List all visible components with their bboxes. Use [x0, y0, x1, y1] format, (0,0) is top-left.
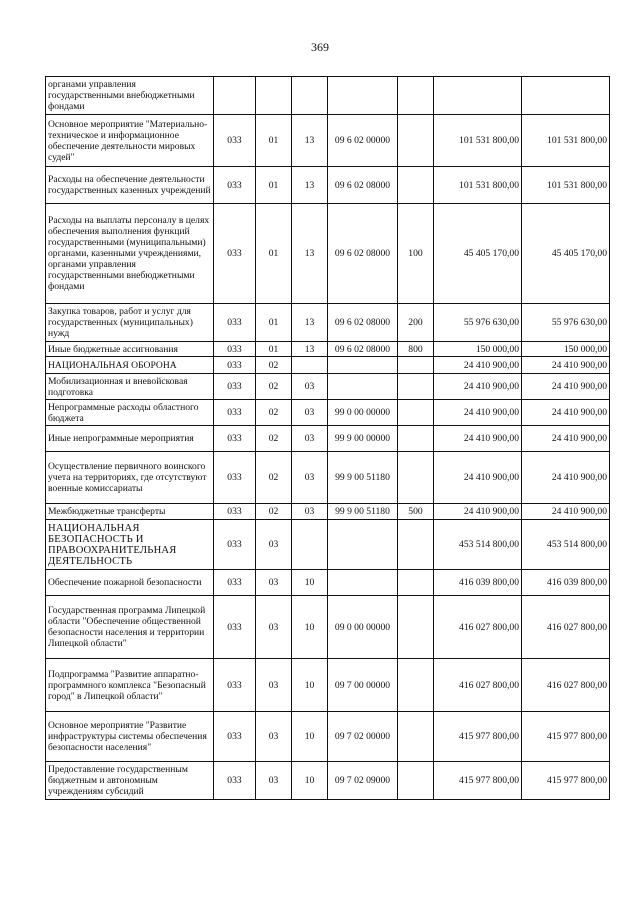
- cell-target-item: 09 6 02 08000: [328, 204, 398, 304]
- cell-name: Межбюджетные трансферты: [46, 504, 214, 520]
- cell-target-item: 99 9 00 51180: [328, 452, 398, 504]
- cell-grbs: 033: [214, 400, 256, 426]
- table-row: [46, 167, 610, 204]
- cell-grbs: 033: [214, 167, 256, 204]
- cell-section: 02: [256, 357, 292, 374]
- cell-grbs: [214, 77, 256, 115]
- cell-section: 01: [256, 167, 292, 204]
- cell-grbs: 033: [214, 520, 256, 570]
- cell-amount-2: 415 977 800,00: [522, 762, 610, 800]
- cell-target-item: [328, 570, 398, 596]
- cell-expense-type: [398, 452, 434, 504]
- cell-name: Подпрограмма "Развитие аппаратно-программного комплекса "Безопасный город" в Липецкой области": [46, 659, 214, 712]
- cell-subsection: 13: [292, 342, 328, 357]
- cell-grbs: 033: [214, 452, 256, 504]
- cell-amount-1: 24 410 900,00: [434, 504, 522, 520]
- table-row: [46, 374, 610, 400]
- cell-amount-2: 24 410 900,00: [522, 504, 610, 520]
- cell-amount-1: 415 977 800,00: [434, 712, 522, 762]
- cell-subsection: [292, 520, 328, 570]
- cell-grbs: 033: [214, 304, 256, 342]
- cell-target-item: 09 0 00 00000: [328, 596, 398, 659]
- cell-expense-type: [398, 426, 434, 452]
- cell-target-item: [328, 520, 398, 570]
- cell-expense-type: [398, 374, 434, 400]
- cell-name: Иные бюджетные ассигнования: [46, 342, 214, 357]
- cell-name: Расходы на обеспечение деятельности государственных казенных учреждений: [46, 167, 214, 204]
- cell-name: Обеспечение пожарной безопасности: [46, 570, 214, 596]
- cell-amount-1: 101 531 800,00: [434, 167, 522, 204]
- cell-amount-1: 150 000,00: [434, 342, 522, 357]
- cell-name: Осуществление первичного воинского учета на территориях, где отсутствуют военные комиссариаты: [46, 452, 214, 504]
- cell-amount-2: 453 514 800,00: [522, 520, 610, 570]
- cell-amount-2: 416 027 800,00: [522, 659, 610, 712]
- cell-target-item: 09 6 02 08000: [328, 342, 398, 357]
- cell-target-item: 09 6 02 08000: [328, 304, 398, 342]
- cell-subsection: 03: [292, 504, 328, 520]
- cell-grbs: 033: [214, 374, 256, 400]
- cell-grbs: 033: [214, 570, 256, 596]
- cell-expense-type: 200: [398, 304, 434, 342]
- cell-amount-2: 415 977 800,00: [522, 712, 610, 762]
- cell-target-item: 09 6 02 00000: [328, 115, 398, 167]
- cell-amount-2: 24 410 900,00: [522, 426, 610, 452]
- cell-section: 01: [256, 304, 292, 342]
- cell-amount-1: 24 410 900,00: [434, 400, 522, 426]
- cell-amount-1: [434, 77, 522, 115]
- cell-subsection: 13: [292, 204, 328, 304]
- cell-subsection: 10: [292, 712, 328, 762]
- cell-subsection: [292, 357, 328, 374]
- cell-subsection: 10: [292, 570, 328, 596]
- cell-name: Расходы на выплаты персоналу в целях обеспечения выполнения функций государственными (муниципальными) органами, казенными учреждениями, органами управления государственными внебюджетными фондами: [46, 204, 214, 304]
- cell-section: 01: [256, 115, 292, 167]
- cell-target-item: 09 7 00 00000: [328, 659, 398, 712]
- table-row: [46, 452, 610, 504]
- cell-amount-1: 24 410 900,00: [434, 357, 522, 374]
- cell-amount-2: 55 976 630,00: [522, 304, 610, 342]
- cell-grbs: 033: [214, 659, 256, 712]
- cell-grbs: 033: [214, 762, 256, 800]
- cell-subsection: 03: [292, 452, 328, 504]
- cell-expense-type: [398, 400, 434, 426]
- cell-section: 03: [256, 762, 292, 800]
- budget-table: [45, 76, 610, 800]
- table-row: [46, 596, 610, 659]
- cell-grbs: 033: [214, 504, 256, 520]
- cell-amount-2: [522, 77, 610, 115]
- table-row: [46, 115, 610, 167]
- cell-name: Государственная программа Липецкой области "Обеспечение общественной безопасности населения и территории Липецкой области": [46, 596, 214, 659]
- cell-section: 02: [256, 374, 292, 400]
- cell-expense-type: [398, 167, 434, 204]
- cell-expense-type: [398, 520, 434, 570]
- table-row: [46, 77, 610, 115]
- cell-target-item: 99 0 00 00000: [328, 400, 398, 426]
- cell-target-item: 09 7 02 09000: [328, 762, 398, 800]
- table-row: [46, 712, 610, 762]
- cell-grbs: 033: [214, 357, 256, 374]
- cell-expense-type: [398, 596, 434, 659]
- cell-expense-type: [398, 712, 434, 762]
- cell-grbs: 033: [214, 426, 256, 452]
- cell-target-item: [328, 357, 398, 374]
- table-row: [46, 520, 610, 570]
- cell-amount-1: 101 531 800,00: [434, 115, 522, 167]
- cell-expense-type: [398, 659, 434, 712]
- table-row: [46, 426, 610, 452]
- cell-name: Непрограммные расходы областного бюджета: [46, 400, 214, 426]
- cell-amount-1: 453 514 800,00: [434, 520, 522, 570]
- cell-name: органами управления государственными внебюджетными фондами: [46, 77, 214, 115]
- cell-section: [256, 77, 292, 115]
- cell-amount-1: 24 410 900,00: [434, 374, 522, 400]
- cell-name: Закупка товаров, работ и услуг для государственных (муниципальных) нужд: [46, 304, 214, 342]
- cell-amount-2: 150 000,00: [522, 342, 610, 357]
- cell-subsection: [292, 77, 328, 115]
- cell-expense-type: 500: [398, 504, 434, 520]
- cell-target-item: [328, 77, 398, 115]
- cell-target-item: 99 9 00 00000: [328, 426, 398, 452]
- cell-amount-1: 24 410 900,00: [434, 452, 522, 504]
- cell-expense-type: [398, 570, 434, 596]
- cell-expense-type: 100: [398, 204, 434, 304]
- cell-amount-2: 24 410 900,00: [522, 400, 610, 426]
- cell-name: Основное мероприятие "Материально-техническое и информационное обеспечение деятельности мировых судей": [46, 115, 214, 167]
- cell-name: Основное мероприятие "Развитие инфраструктуры системы обеспечения безопасности населения": [46, 712, 214, 762]
- cell-expense-type: [398, 77, 434, 115]
- cell-section: 01: [256, 342, 292, 357]
- cell-target-item: 99 9 00 51180: [328, 504, 398, 520]
- table-row: [46, 204, 610, 304]
- cell-subsection: 13: [292, 115, 328, 167]
- cell-amount-2: 24 410 900,00: [522, 374, 610, 400]
- cell-amount-2: 101 531 800,00: [522, 167, 610, 204]
- page-number: 369: [311, 40, 329, 54]
- cell-amount-2: 24 410 900,00: [522, 357, 610, 374]
- cell-subsection: 10: [292, 762, 328, 800]
- cell-subsection: 10: [292, 596, 328, 659]
- table-row: [46, 357, 610, 374]
- cell-section: 02: [256, 504, 292, 520]
- cell-subsection: 03: [292, 374, 328, 400]
- table-row: [46, 304, 610, 342]
- cell-amount-2: 24 410 900,00: [522, 452, 610, 504]
- cell-expense-type: [398, 115, 434, 167]
- cell-expense-type: [398, 357, 434, 374]
- cell-amount-2: 101 531 800,00: [522, 115, 610, 167]
- table-body: [46, 77, 610, 800]
- table-row: [46, 659, 610, 712]
- table-row: [46, 762, 610, 800]
- cell-grbs: 033: [214, 596, 256, 659]
- cell-section: 03: [256, 659, 292, 712]
- cell-expense-type: 800: [398, 342, 434, 357]
- table-row: [46, 570, 610, 596]
- cell-amount-1: 416 039 800,00: [434, 570, 522, 596]
- table-row: [46, 400, 610, 426]
- cell-section: 02: [256, 452, 292, 504]
- cell-section: 03: [256, 570, 292, 596]
- cell-amount-2: 416 027 800,00: [522, 596, 610, 659]
- cell-grbs: 033: [214, 342, 256, 357]
- cell-subsection: 13: [292, 167, 328, 204]
- cell-amount-2: 45 405 170,00: [522, 204, 610, 304]
- cell-expense-type: [398, 762, 434, 800]
- cell-name: НАЦИОНАЛЬНАЯ БЕЗОПАСНОСТЬ И ПРАВООХРАНИТЕЛЬНАЯ ДЕЯТЕЛЬНОСТЬ: [46, 520, 214, 570]
- cell-amount-1: 416 027 800,00: [434, 596, 522, 659]
- cell-section: 03: [256, 520, 292, 570]
- cell-section: 03: [256, 596, 292, 659]
- cell-name: Предоставление государственным бюджетным и автономным учреждениям субсидий: [46, 762, 214, 800]
- cell-grbs: 033: [214, 115, 256, 167]
- cell-section: 01: [256, 204, 292, 304]
- cell-name: НАЦИОНАЛЬНАЯ ОБОРОНА: [46, 357, 214, 374]
- table-row: [46, 504, 610, 520]
- cell-amount-1: 24 410 900,00: [434, 426, 522, 452]
- cell-subsection: 13: [292, 304, 328, 342]
- cell-amount-1: 55 976 630,00: [434, 304, 522, 342]
- cell-target-item: [328, 374, 398, 400]
- cell-amount-1: 416 027 800,00: [434, 659, 522, 712]
- cell-amount-1: 45 405 170,00: [434, 204, 522, 304]
- cell-section: 03: [256, 712, 292, 762]
- cell-subsection: 10: [292, 659, 328, 712]
- cell-amount-2: 416 039 800,00: [522, 570, 610, 596]
- cell-target-item: 09 6 02 08000: [328, 167, 398, 204]
- cell-subsection: 03: [292, 400, 328, 426]
- cell-grbs: 033: [214, 712, 256, 762]
- cell-target-item: 09 7 02 00000: [328, 712, 398, 762]
- cell-grbs: 033: [214, 204, 256, 304]
- cell-amount-1: 415 977 800,00: [434, 762, 522, 800]
- cell-section: 02: [256, 400, 292, 426]
- cell-name: Иные непрограммные мероприятия: [46, 426, 214, 452]
- cell-name: Мобилизационная и вневойсковая подготовка: [46, 374, 214, 400]
- table-row: [46, 342, 610, 357]
- cell-subsection: 03: [292, 426, 328, 452]
- cell-section: 02: [256, 426, 292, 452]
